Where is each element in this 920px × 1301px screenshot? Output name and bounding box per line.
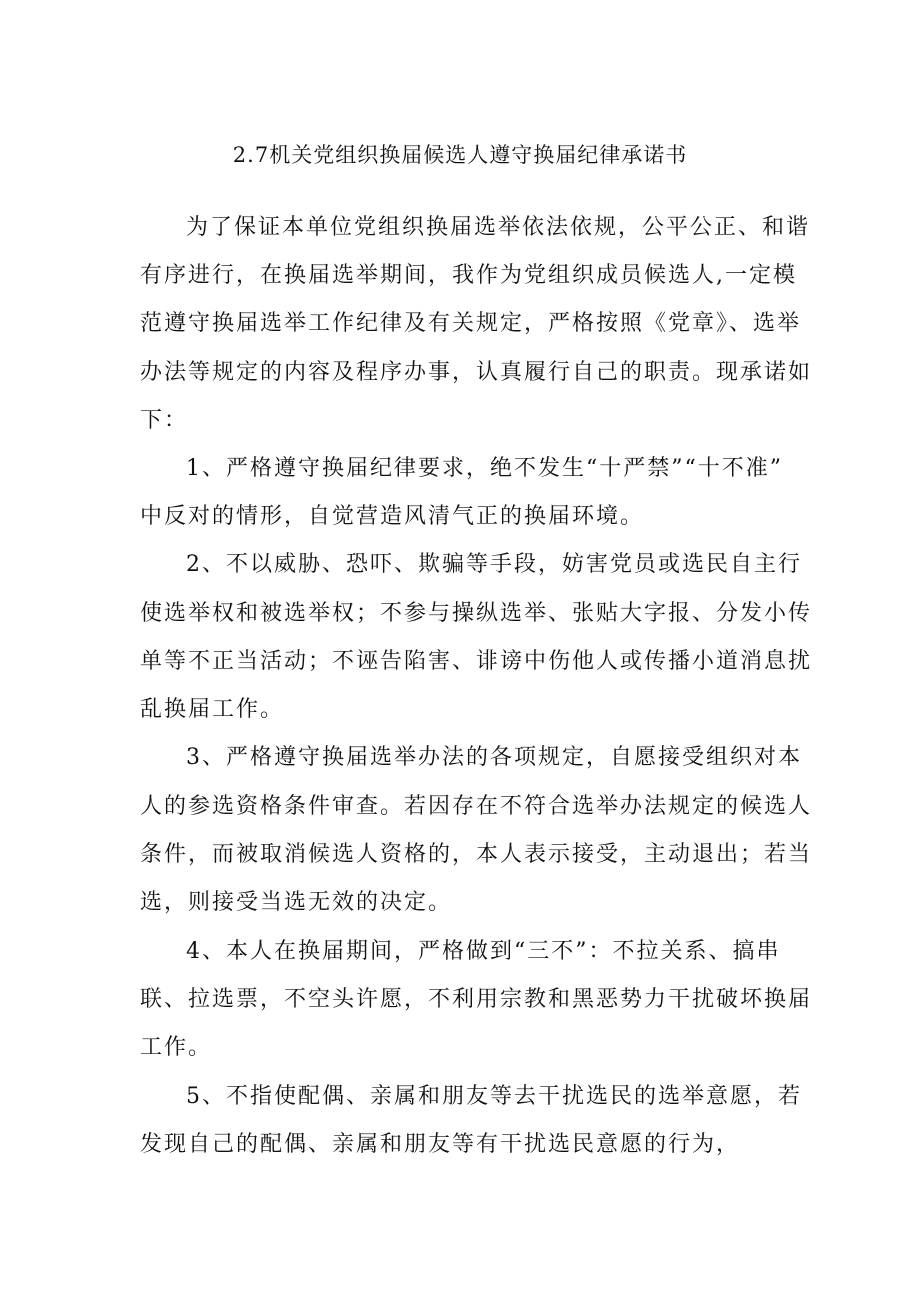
- paragraph-line: 条件，而被取消候选人资格的，本人表示接受，主动退出；若当: [140, 842, 813, 867]
- paragraph-line: 工作。: [140, 1035, 213, 1060]
- paragraph-line: 4、本人在换届期间，严格做到“三不”：不拉关系、搞串: [186, 939, 781, 964]
- paragraph-line: 下：: [140, 408, 189, 433]
- paragraph-line: 5、不指使配偶、亲属和朋友等去干扰选民的选举意愿，若: [186, 1084, 802, 1109]
- paragraph-line: 为了保证本单位党组织换届选举依法依规，公平公正、和谐: [186, 215, 811, 240]
- paragraph-line: 范遵守换届选举工作纪律及有关规定，严格按照《党章》、选举: [140, 311, 802, 336]
- paragraph-line: 单等不正当活动；不诬告陷害、诽谤中伤他人或传播小道消息扰: [140, 649, 813, 674]
- paragraph-line: 联、拉选票，不空头许愿，不利用宗教和黑恶势力干扰破坏换届: [140, 987, 813, 1012]
- paragraph-line: 人的参选资格条件审查。若因存在不符合选举办法规定的候选人: [140, 794, 813, 819]
- paragraph-line: 办法等规定的内容及程序办事，认真履行自己的职责。现承诺如: [140, 360, 813, 385]
- paragraph-line: 有序进行，在换届选举期间，我作为党组织成员候选人,一定模: [140, 263, 797, 288]
- paragraph-line: 乱换届工作。: [140, 697, 285, 722]
- document-title: 2.7机关党组织换届候选人遵守换届纪律承诺书: [232, 143, 688, 167]
- paragraph-line: 2、不以威胁、恐吓、欺骗等手段，妨害党员或选民自主行: [186, 552, 802, 577]
- paragraph-line: 选，则接受当选无效的决定。: [140, 890, 453, 915]
- paragraph-line: 发现自己的配偶、亲属和朋友等有干扰选民意愿的行为，: [140, 1132, 741, 1157]
- paragraph-line: 1、严格遵守换届纪律要求，绝不发生“十严禁”“十不准”: [186, 456, 783, 481]
- paragraph-line: 使选举权和被选举权；不参与操纵选举、张贴大字报、分发小传: [140, 601, 813, 626]
- paragraph-line: 中反对的情形，自觉营造风清气正的换届环境。: [140, 504, 645, 529]
- paragraph-line: 3、严格遵守换届选举办法的各项规定，自愿接受组织对本: [186, 745, 802, 770]
